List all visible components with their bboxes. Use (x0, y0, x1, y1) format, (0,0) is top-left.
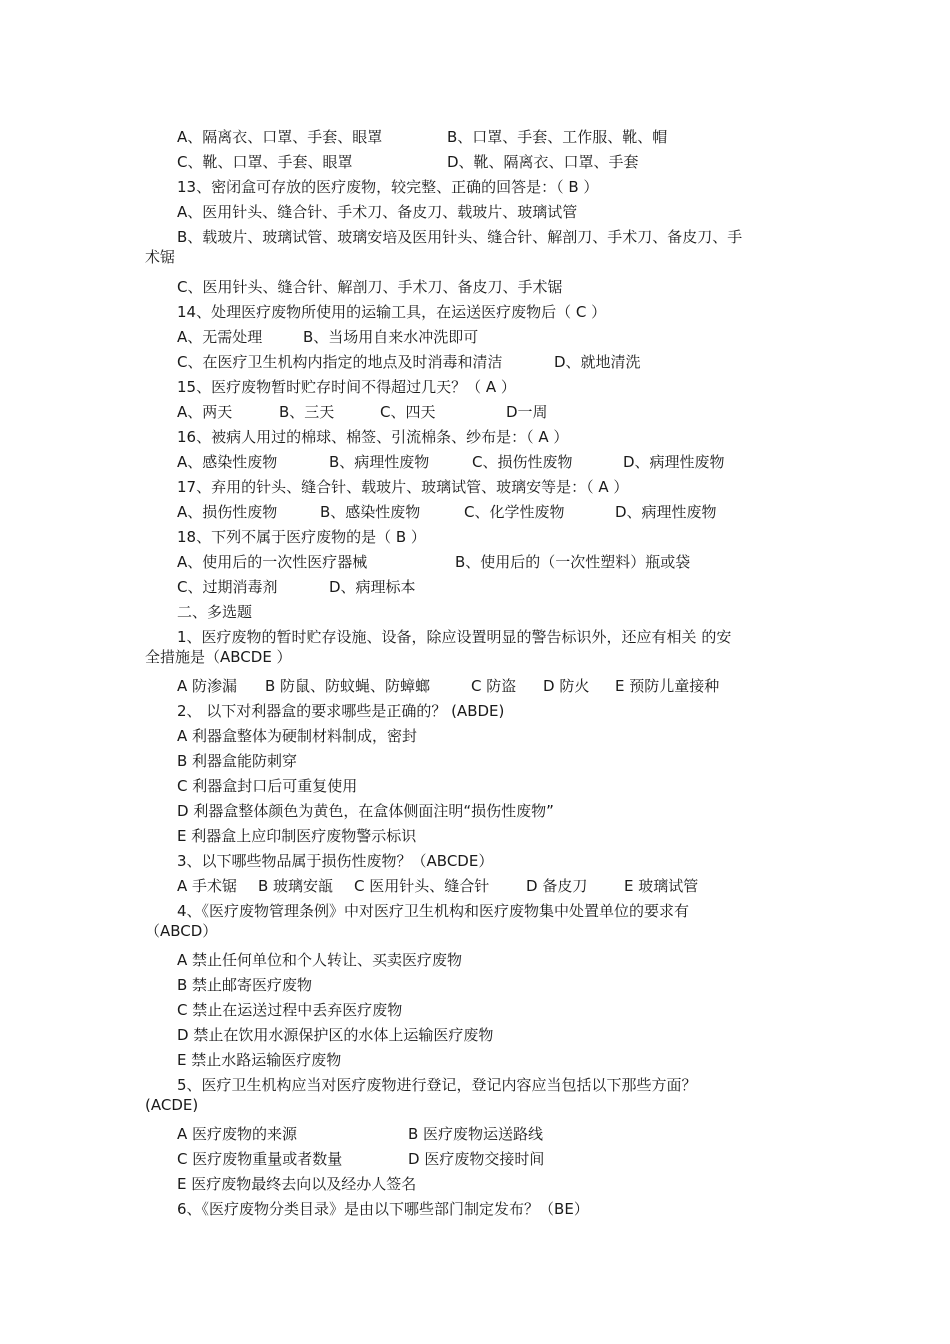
multi-question-1 (145, 627, 810, 667)
option-d: D 防火 (543, 677, 590, 695)
option-a: A 防渗漏 (177, 677, 238, 695)
option-d: D、病理性废物 (623, 453, 725, 471)
multi-question-4 (145, 901, 810, 941)
option-a: A 禁止任何单位和个人转让、买卖医疗废物 (177, 951, 463, 969)
option-d: D 利器盒整体颜色为黄色，在盒体侧面注明“损伤性废物” (177, 802, 554, 820)
option-d: D、就地清洗 (554, 353, 641, 371)
option-d: D一周 (506, 403, 548, 421)
option-c: C、过期消毒剂 (177, 578, 278, 596)
option-b: B 医疗废物运送路线 (408, 1125, 544, 1143)
option-a: A、医用针头、缝合针、手术刀、备皮刀、载玻片、玻璃试管 (177, 203, 578, 221)
option-a: A、感染性废物 (177, 453, 278, 471)
question-13: 13、密闭盒可存放的医疗废物，较完整、正确的回答是：（ B ） (177, 178, 599, 196)
option-c: C、靴、口罩、手套、眼罩 (177, 153, 353, 171)
option-b: B、口罩、手套、工作服、靴、帽 (447, 128, 668, 146)
option-b: B 利器盒能防刺穿 (177, 752, 298, 770)
question-14: 14、处理医疗废物所使用的运输工具，在运送医疗废物后（ C ） (177, 303, 607, 321)
question-15: 15、医疗废物暂时贮存时间不得超过几天？（ A ） (177, 378, 516, 396)
option-b-wrapped (145, 227, 810, 267)
question-continuation: （ABCD） (145, 922, 218, 940)
question-text: 4、《医疗废物管理条例》中对医疗卫生机构和医疗废物集中处置单位的要求有 (177, 902, 690, 920)
option-e: E 玻璃试管 (624, 877, 699, 895)
question-17: 17、弃用的针头、缝合针、载玻片、玻璃试管、玻璃安等是：（ A ） (177, 478, 629, 496)
option-e: E 禁止水路运输医疗废物 (177, 1051, 342, 1069)
option-e: E 利器盒上应印制医疗废物警示标识 (177, 827, 417, 845)
multi-question-3: 3、以下哪些物品属于损伤性废物？（ABCDE） (177, 852, 494, 870)
option-c: C 医用针头、缝合针 (354, 877, 490, 895)
option-a: A 手术锯 (177, 877, 238, 895)
option-e: E 预防儿童接种 (615, 677, 720, 695)
question-16: 16、被病人用过的棉球、棉签、引流棉条、纱布是：（ A ） (177, 428, 569, 446)
section-heading: 二、多选题 (177, 603, 253, 621)
option-c: C 医疗废物重量或者数量 (177, 1150, 343, 1168)
option-a: A、使用后的一次性医疗器械 (177, 553, 368, 571)
option-a: A 利器盒整体为硬制材料制成，密封 (177, 727, 418, 745)
option-c: C、医用针头、缝合针、解剖刀、手术刀、备皮刀、手术锯 (177, 278, 563, 296)
option-c: C、损伤性废物 (472, 453, 573, 471)
question-continuation: (ACDE) (145, 1096, 199, 1114)
option-d: D 备皮刀 (526, 877, 588, 895)
option-a: A、无需处理 (177, 328, 263, 346)
option-a: A 医疗废物的来源 (177, 1125, 298, 1143)
question-continuation: 全措施是（ABCDE ） (145, 648, 292, 666)
question-18: 18、下列不属于医疗废物的是（ B ） (177, 528, 426, 546)
option-d: D、病理性废物 (615, 503, 717, 521)
option-b: B 防鼠、防蚊蝇、防蟑螂 (265, 677, 431, 695)
option-b: B、使用后的（一次性塑料）瓶或袋 (455, 553, 691, 571)
option-c: C、化学性废物 (464, 503, 565, 521)
option-c: C、在医疗卫生机构内指定的地点及时消毒和清洁 (177, 353, 503, 371)
option-b: B 玻璃安瓿 (258, 877, 334, 895)
option-a: A、损伤性废物 (177, 503, 278, 521)
option-b-continuation: 术锯 (145, 248, 176, 266)
option-d: D 医疗废物交接时间 (408, 1150, 545, 1168)
option-c: C 利器盒封口后可重复使用 (177, 777, 358, 795)
option-d: D 禁止在饮用水源保护区的水体上运输医疗废物 (177, 1026, 494, 1044)
multi-question-2: 2、 以下对利器盒的要求哪些是正确的？ (ABDE) (177, 702, 505, 720)
option-b: B、感染性废物 (320, 503, 421, 521)
option-c: C 禁止在运送过程中丢弃医疗废物 (177, 1001, 403, 1019)
option-a: A、两天 (177, 403, 233, 421)
option-b: B、病理性废物 (329, 453, 430, 471)
option-d: D、靴、隔离衣、口罩、手套 (447, 153, 639, 171)
question-text: 5、医疗卫生机构应当对医疗废物进行登记，登记内容应当包括以下那些方面？ (177, 1076, 697, 1094)
question-text: 1、医疗废物的暂时贮存设施、设备，除应设置明显的警告标识外，还应有相关 的安 (177, 628, 732, 646)
multi-question-5 (145, 1075, 810, 1115)
option-b: B、三天 (279, 403, 335, 421)
multi-question-6: 6、《医疗废物分类目录》是由以下哪些部门制定发布？（BE） (177, 1200, 589, 1218)
option-d: D、病理标本 (329, 578, 416, 596)
option-e: E 医疗废物最终去向以及经办人签名 (177, 1175, 417, 1193)
option-c: C 防盗 (471, 677, 517, 695)
option-b-text: B、载玻片、玻璃试管、玻璃安培及医用针头、缝合针、解剖刀、手术刀、备皮刀、手 (177, 228, 743, 246)
option-c: C、四天 (380, 403, 436, 421)
option-b: B、当场用自来水冲洗即可 (303, 328, 479, 346)
option-b: B 禁止邮寄医疗废物 (177, 976, 313, 994)
option-a: A、隔离衣、口罩、手套、眼罩 (177, 128, 383, 146)
